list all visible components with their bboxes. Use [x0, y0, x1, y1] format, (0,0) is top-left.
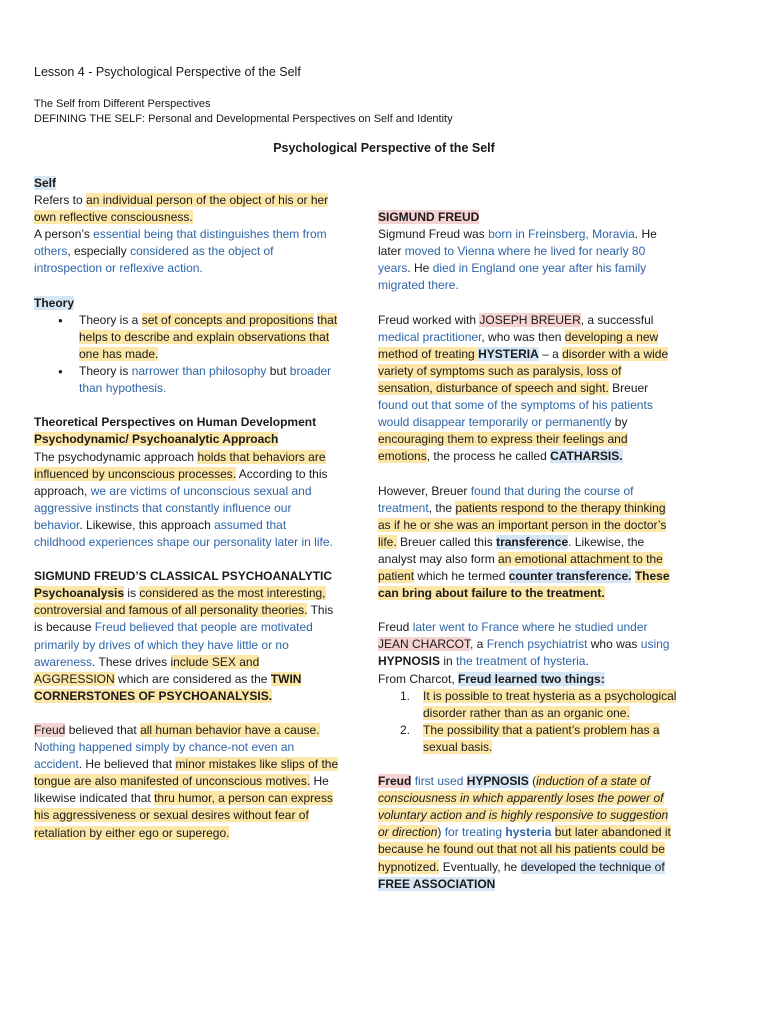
transference-paragraph: However, Breuer found that during the course of treatment, the patients respond to the therapy thinking as if he or she was an important person in the doctor’s life. Breuer called this transference. Likewise, the analyst may also form an emotional attachment to the patient which he termed counter transference. These can bring about failure to the treatment.: [378, 483, 670, 601]
theory-list: [34, 312, 339, 397]
psychodynamic-heading: Psychodynamic/ Psychoanalytic Approach: [34, 432, 279, 447]
theory-heading: Theory: [34, 295, 75, 310]
charcot-paragraph: Freud later went to France where he studied under JEAN CHARCOT, a French psychiatrist who was using HYPNOSIS in the treatment of hysteria.: [378, 620, 670, 669]
sigmund-freud-heading: SIGMUND FREUD: [378, 210, 480, 224]
subtitle-perspectives: The Self from Different Perspectives: [34, 98, 211, 110]
left-column: [34, 175, 339, 842]
psychodynamic-paragraph: The psychodynamic approach holds that behaviors are influenced by unconscious processes. According to this approach, we are victims of unconscious sexual and aggressive instincts that constantly influence our behavior. Likewise, this approach assumed that childhood experiences shape our personality later in life.: [34, 449, 333, 549]
right-column: [378, 209, 678, 893]
list-item: 1. It is possible to treat hysteria as a psychological disorder rather than as an organic one.: [400, 688, 677, 720]
self-essential-being: A person’s essential being that distinguishes them from others, especially considered as the object of introspection or reflexive action.: [34, 227, 327, 276]
self-heading: Self: [34, 176, 57, 190]
self-definition: Refers to an individual person of the object of his or her own reflective consciousness.: [34, 193, 329, 225]
lesson-title: Lesson 4 - Psychological Perspective of the Self: [34, 65, 301, 79]
theoretical-perspectives-heading: Theoretical Perspectives on Human Development: [34, 415, 317, 430]
freud-bio-paragraph: Sigmund Freud was born in Freinsberg, Moravia. He later moved to Vienna where he lived for nearly 80 years. He died in England one year after his family migrated there.: [378, 227, 657, 293]
two-things-list: [378, 688, 678, 756]
list-item: ● Theory is narrower than philosophy but broader than hypothesis.: [34, 363, 339, 397]
freud-cause-paragraph: Freud believed that all human behavior have a cause. Nothing happened simply by chance-not even an accident. He believed that minor mistakes like slips of the tongue are also manifested of unconscious motives. He likewise indicated that thru humor, a person can express his aggressiveness or sexual desires without fear of retaliation by either ego or superego.: [34, 723, 339, 840]
breuer-paragraph: Freud worked with JOSEPH BREUER, a successful medical practitioner, who was then developing a new method of treating HYSTERIA – a disorder with a wide variety of symptoms such as paralysis, loss of sensation, disturbance of speech and sight. Breuer found out that some of the symptoms of his patients would disappear temporarily or permanently by encouraging them to express their feelings and emotions, the process he called CATHARSIS.: [378, 312, 669, 464]
psychoanalysis-paragraph: Psychoanalysis is considered as the most interesting, controversial and famous of all personality theories. This is because Freud believed that people are motivated primarily by drives of which they have little or no awareness. These drives include SEX and AGGRESSION which are considered as the TWIN CORNERSTONES OF PSYCHOANALYSIS.: [34, 586, 334, 703]
learned-two-things: From Charcot, Freud learned two things:: [378, 671, 605, 686]
subtitle-defining-self: DEFINING THE SELF: Personal and Developmental Perspectives on Self and Identity: [34, 113, 453, 125]
main-title: Psychological Perspective of the Self: [273, 141, 495, 155]
list-item: ● Theory is a set of concepts and propositions that helps to describe and explain observations that one has made.: [34, 312, 339, 363]
list-item: 2. The possibility that a patient’s problem has a sexual basis.: [400, 722, 660, 754]
classical-psychoanalytic-heading: SIGMUND FREUD’S CLASSICAL PSYCHOANALYTIC: [34, 569, 333, 584]
hypnosis-paragraph: Freud first used HYPNOSIS (induction of a state of consciousness in which apparently loses the power of voluntary action and is highly responsive to suggestion or direction) for treating hysteria but later abandoned it because he found out that not all his patients could be hypnotized. Eventually, he developed the technique of FREE ASSOCIATION: [378, 774, 671, 891]
